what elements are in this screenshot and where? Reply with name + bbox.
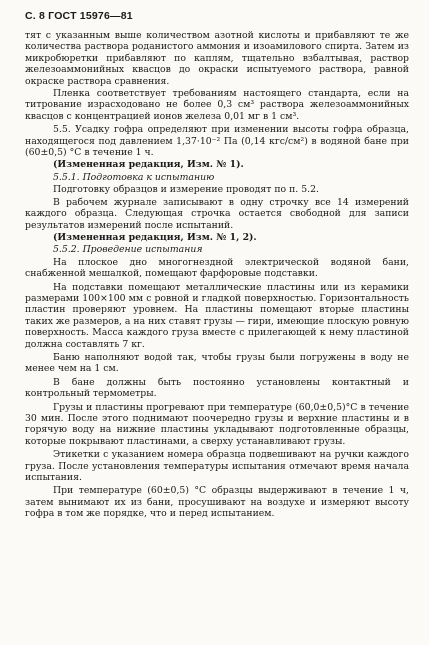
paragraph: Этикетки с указанием номера образца подвешивают на ручки каждого груза. После установления температуры испытания отмечают время начала испытания. bbox=[25, 449, 409, 484]
amendment-note: (Измененная редакция, Изм. № 1, 2). bbox=[53, 231, 257, 243]
paragraph: При температуре (60±0,5) °С образцы выдерживают в течение 1 ч, затем вынимают их из бани, просушивают на воздухе и измеряют высоту гофра в том же порядке, что и перед испытанием. bbox=[25, 485, 409, 520]
paragraph: 5.5. Усадку гофра определяют при изменении высоты гофра образца, находящегося под давлением 1,37·10⁻² Па (0,14 кгс/см²) в водяной бане при (60±0,5) °С в течение 1 ч. bbox=[25, 124, 409, 159]
section-heading: 5.5.1. Подготовка к испытанию bbox=[53, 171, 215, 183]
paragraph: Пленка соответствует требованиям настоящего стандарта, если на титрование израсходовано не более 0,3 см³ раствора железоаммонийных квасцов с концентрацией ионов железа 0,01 мг в 1 см³. bbox=[25, 88, 409, 122]
page-header: С. 8 ГОСТ 15976—81 bbox=[25, 10, 133, 22]
paragraph: На плоское дно многогнездной электрической водяной бани, снабженной мешалкой, помещают фарфоровые подставки. bbox=[25, 256, 409, 280]
amendment-note: (Измененная редакция, Изм. № 1). bbox=[53, 159, 244, 171]
section-heading: 5.5.2. Проведение испытания bbox=[53, 244, 203, 256]
paragraph: тят с указанным выше количеством азотной кислоты и прибавляют те же количества раствора роданистого аммония и изоамилового спирта. Затем из микробюретки прибавляют по каплям, тщательно взбалтывая, раствор железоаммонийных квасцов до окраски испытуемого раствора, равной окраске раствора сравнения. bbox=[25, 30, 409, 87]
paragraph: В бане должны быть постоянно установлены контактный и контрольный термометры. bbox=[25, 376, 409, 400]
paragraph: Баню наполняют водой так, чтобы грузы были погружены в воду не менее чем на 1 см. bbox=[25, 351, 409, 375]
paragraph: Грузы и пластины прогревают при температуре (60,0±0,5)°С в течение 30 мин. После этого поднимают поочередно грузы и верхние пластины и в горячую воду на нижние пластины укладывают подготовленные образцы, которые покрывают пластинами, а сверху устанавливают грузы. bbox=[25, 401, 409, 447]
paragraph: В рабочем журнале записывают в одну строчку все 14 измерений каждого образца. Следующая строчка остается свободной для записи результатов измерений после испытаний. bbox=[25, 196, 409, 231]
paragraph: Подготовку образцов и измерение проводят по п. 5.2. bbox=[53, 184, 319, 196]
paragraph: На подставки помещают металлические пластины или из керамики размерами 100×100 мм с ровной и гладкой поверхностью. Горизонтальность пластин проверяют уровнем. На пластины помещают вторые пластины таких же размеров, а на них ставят грузы — гири, имеющие плоскую ровную поверхность. Масса каждого груза вместе с прилегающей к нему пластиной должна составлять 7 кг. bbox=[25, 281, 409, 350]
